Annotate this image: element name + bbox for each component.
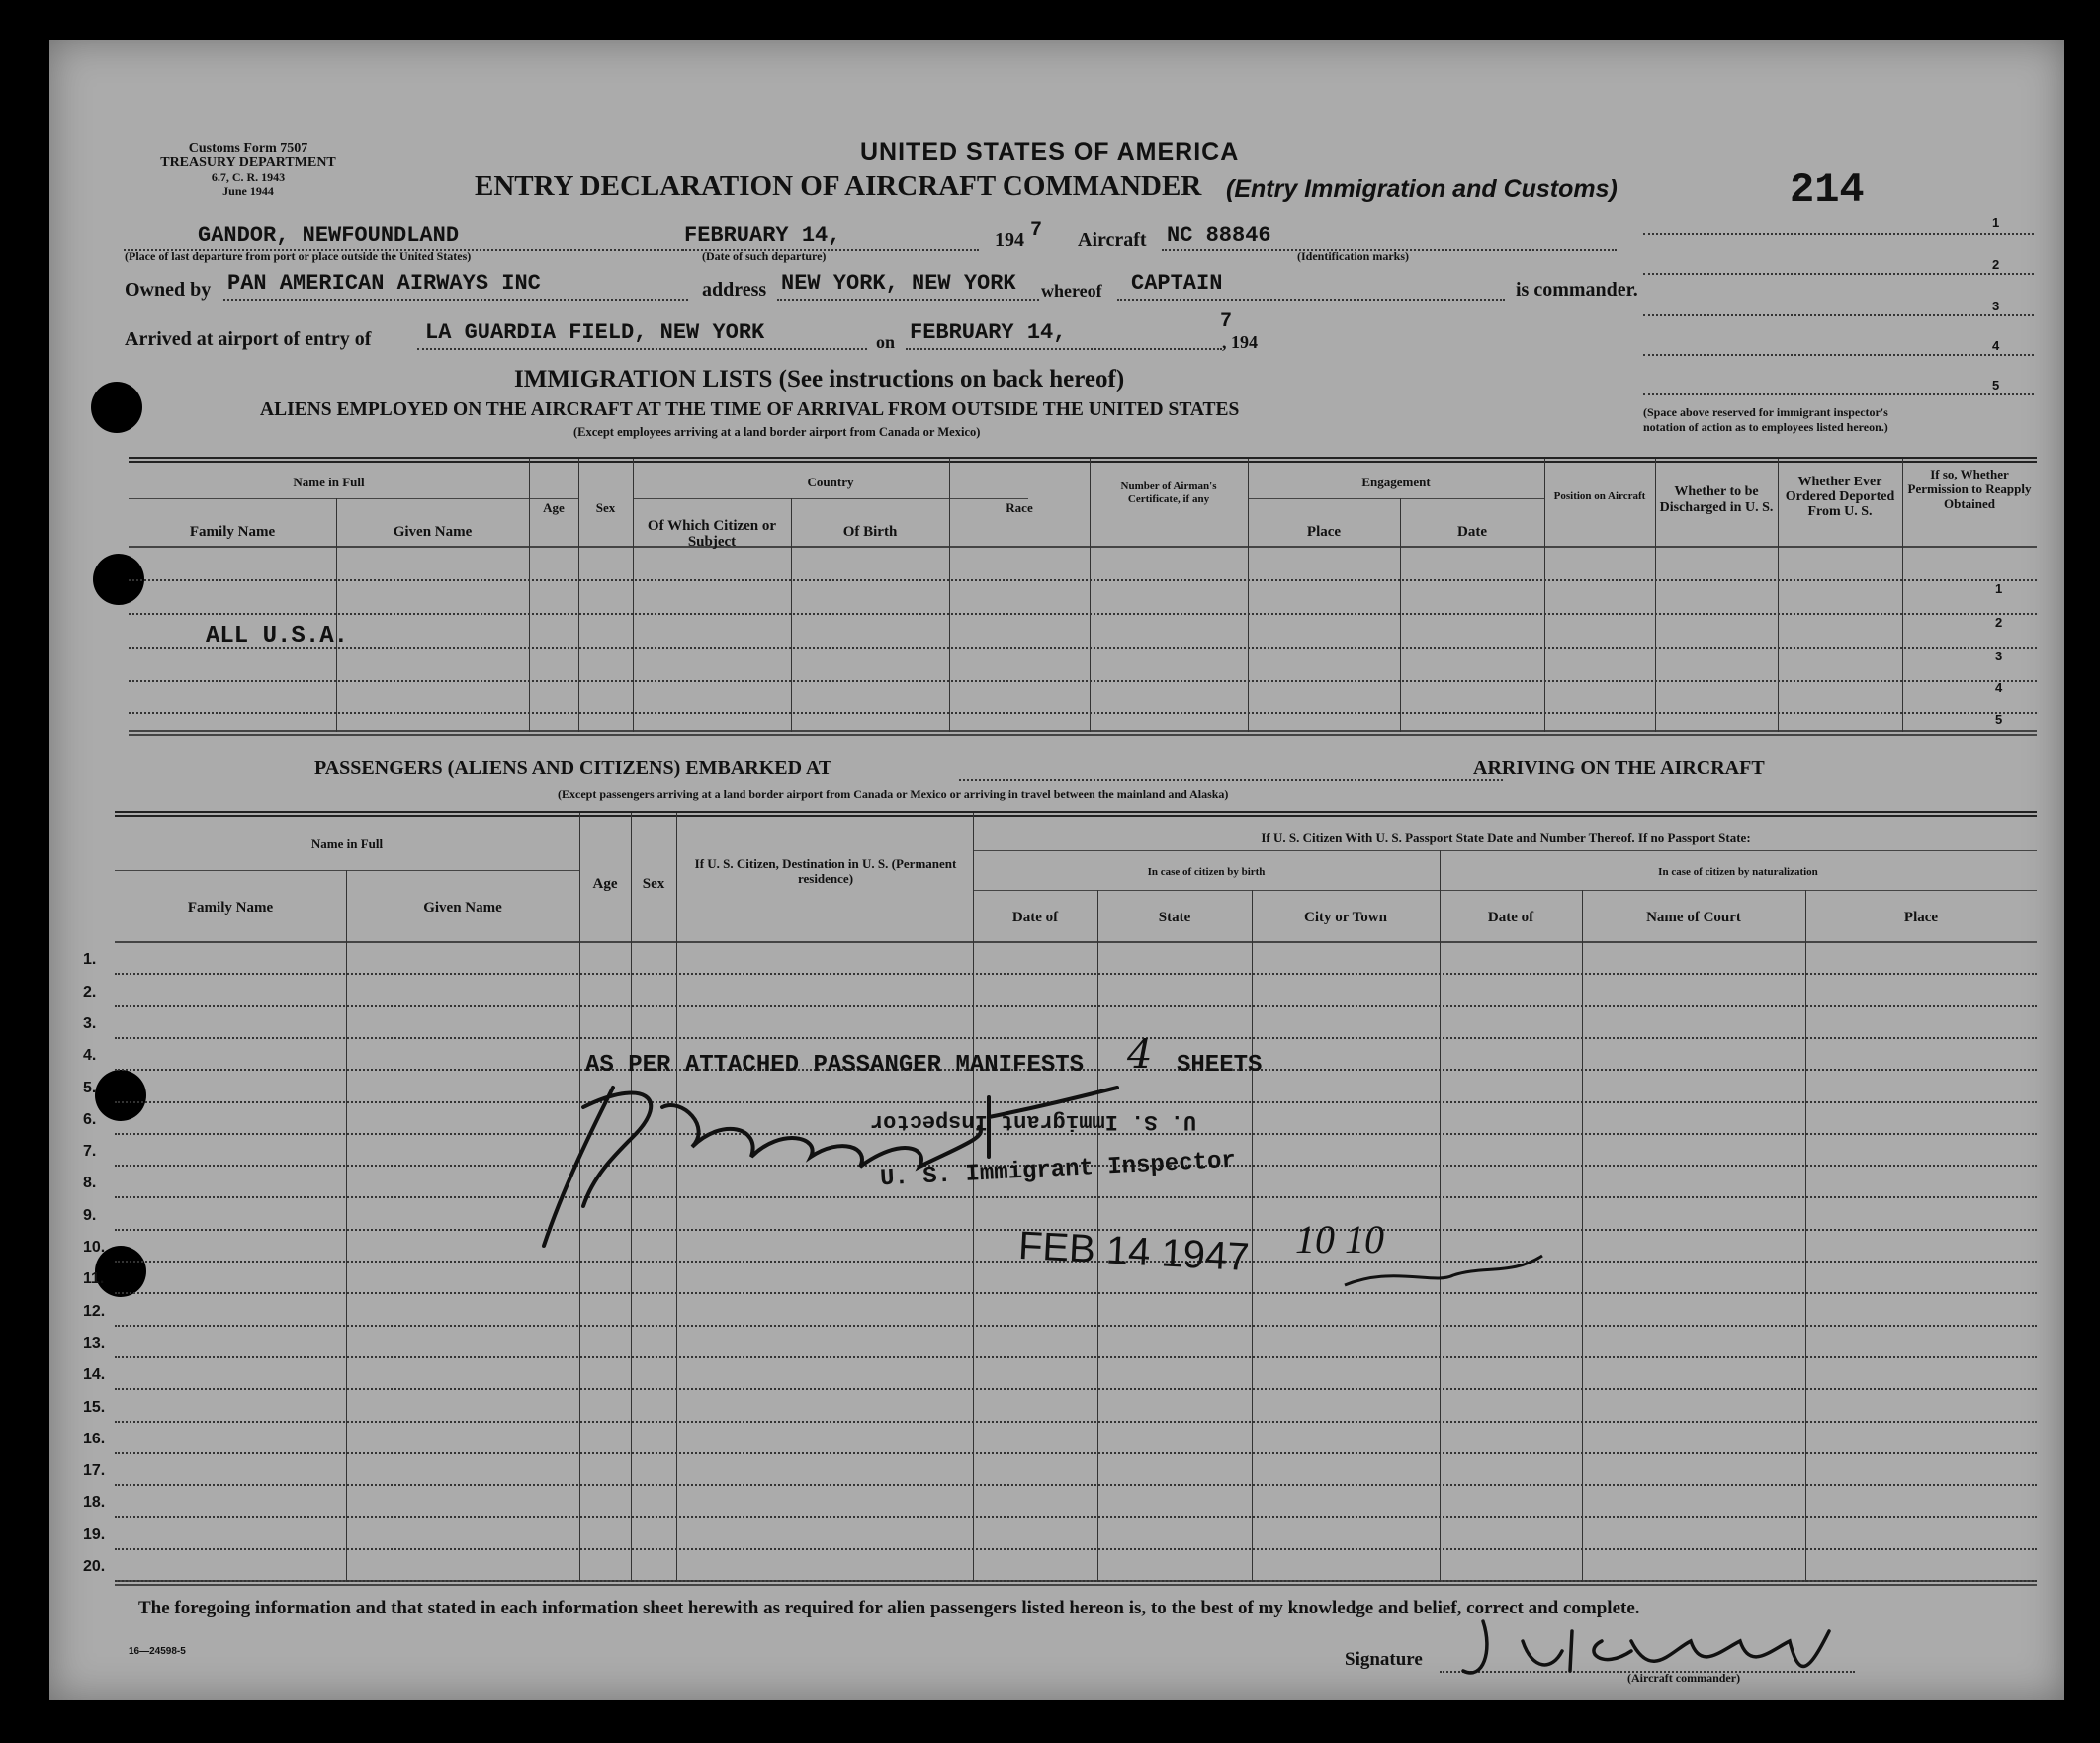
passenger-row-number: 2. (83, 983, 97, 1001)
aliens-note: (Except employees arriving at a land border airport from Canada or Mexico) (573, 425, 981, 439)
form-id-block (154, 142, 342, 198)
crew-discharged-header: Whether to be Discharged in U. S. (1659, 484, 1774, 515)
notation-number: 1 (1992, 216, 2000, 230)
crew-family-header: Family Name (189, 524, 276, 540)
passport-heading: If U. S. Citizen With U. S. Passport State Date and Number Thereof. If no Passport State: (1261, 830, 1751, 845)
pass-state-header: State (1158, 910, 1191, 925)
passenger-row-number: 4. (83, 1047, 97, 1065)
passenger-row-number: 5. (83, 1079, 97, 1096)
pass-given-header: Given Name (423, 900, 502, 915)
form-number: 214 (1790, 166, 1865, 214)
by-birth-header: In case of citizen by birth (1147, 866, 1266, 878)
crew-entry: ALL U.S.A. (206, 623, 349, 650)
owned-by: PAN AMERICAN AIRWAYS INC (227, 271, 541, 296)
passenger-row-number: 11. (83, 1270, 105, 1288)
crew-row-number: 5 (1995, 712, 2003, 727)
crew-race-header: Race (1006, 500, 1033, 515)
passenger-row-number: 10. (83, 1239, 106, 1256)
time-note-scribble (1335, 1246, 1552, 1305)
passenger-row-line (115, 1325, 2037, 1327)
departure-date: FEBRUARY 14, (684, 223, 841, 248)
pass-city-header: City or Town (1304, 910, 1387, 925)
passenger-row-number: 19. (83, 1525, 106, 1543)
arrival-airport: LA GUARDIA FIELD, NEW YORK (425, 320, 765, 345)
pass-sex-header: Sex (642, 876, 665, 892)
passenger-row-line (115, 1037, 2037, 1039)
time-note: 10 10 (1295, 1217, 1384, 1262)
passenger-row-number: 15. (83, 1398, 106, 1416)
passenger-row-number: 18. (83, 1494, 106, 1512)
crew-position-header: Position on Aircraft (1553, 490, 1646, 502)
manifest-sheets: SHEETS (1177, 1052, 1263, 1079)
arrival-year-prefix: , 194 (1222, 332, 1258, 352)
inspector-stamp: U. S. Immigrant Inspector (879, 1147, 1237, 1193)
notation-number: 5 (1992, 378, 2000, 392)
notation-number: 4 (1992, 338, 2000, 353)
passenger-row-number: 20. (83, 1558, 106, 1575)
passenger-row-number: 13. (83, 1334, 106, 1351)
immigration-heading: IMMIGRATION LISTS (See instructions on back hereof) (514, 366, 1125, 392)
crew-permission-header: If so, Whether Permission to Reapply Obtained (1907, 467, 2032, 511)
pass-nat-date-header: Date of (1487, 910, 1534, 925)
form-id: Customs Form 7507 (188, 141, 308, 156)
pass-name-header: Name in Full (310, 836, 384, 851)
passenger-row-line (115, 1516, 2037, 1518)
form-title: ENTRY DECLARATION OF AIRCRAFT COMMANDER (475, 170, 1202, 202)
form-date: June 1944 (222, 184, 274, 198)
manifest-count: 4 (1127, 1032, 1153, 1078)
pass-destination-header: If U. S. Citizen, Destination in U. S. (Permanent residence) (694, 856, 957, 886)
aircraft-id: NC 88846 (1167, 223, 1271, 248)
passenger-row-number: 14. (83, 1366, 106, 1384)
department: TREASURY DEPARTMENT (160, 155, 336, 170)
passenger-row-line (115, 1580, 2037, 1582)
pass-family-header: Family Name (187, 900, 274, 915)
passenger-row-number: 12. (83, 1302, 106, 1320)
passenger-row-number: 6. (83, 1110, 97, 1128)
crew-place-header: Place (1306, 524, 1342, 540)
arrival-year-suffix: 7 (1220, 310, 1233, 333)
by-naturalization-header: In case of citizen by naturalization (1658, 866, 1818, 878)
passenger-row-number: 17. (83, 1462, 106, 1480)
departure-date-caption: (Date of such departure) (702, 249, 827, 263)
passenger-row-number: 7. (83, 1143, 97, 1161)
commander-label: is commander. (1516, 279, 1638, 301)
whereof-label: whereof (1041, 281, 1102, 301)
commander: CAPTAIN (1131, 271, 1223, 296)
aircraft-label: Aircraft (1078, 229, 1147, 251)
reserved-note-line: notation of action as to employees listed hereon.) (1643, 420, 1888, 434)
owner-address: NEW YORK, NEW YORK (781, 271, 1016, 296)
crew-age-header: Age (543, 500, 565, 515)
crew-citizen-header: Of Which Citizen or Subject (647, 518, 777, 550)
punch-hole (95, 1070, 146, 1121)
aircraft-caption: (Identification marks) (1297, 249, 1409, 263)
form-sheet (49, 40, 2064, 1700)
passenger-row-line (115, 1388, 2037, 1390)
passengers-note: (Except passengers arriving at a land border airport from Canada or Mexico or arriving in travel between the mainland and Alaska) (558, 787, 1229, 801)
pass-age-header: Age (592, 876, 618, 892)
inspector-stamp-reversed: U. S. Immigrant Inspector (870, 1109, 1197, 1134)
aliens-heading: ALIENS EMPLOYED ON THE AIRCRAFT AT THE TIME OF ARRIVAL FROM OUTSIDE THE UNITED STATES (260, 399, 1240, 420)
arrival-on-label: on (876, 332, 896, 352)
crew-date-header: Date (1457, 524, 1487, 540)
crew-certificate-header: Number of Airman's Certificate, if any (1120, 480, 1217, 505)
crew-row-number: 2 (1995, 615, 2003, 630)
crew-given-header: Given Name (393, 524, 473, 540)
passenger-row-line (115, 1548, 2037, 1550)
pass-place-header: Place (1903, 910, 1939, 925)
passenger-row-line (115, 1292, 2037, 1294)
passenger-row-line (115, 1421, 2037, 1423)
departure-place-caption: (Place of last departure from port or place outside the United States) (125, 249, 472, 263)
passenger-row-line (115, 1484, 2037, 1486)
country-heading: UNITED STATES OF AMERICA (860, 138, 1240, 166)
arrival-label: Arrived at airport of entry of (125, 328, 372, 350)
passenger-row-line (115, 973, 2037, 975)
owned-by-label: Owned by (125, 279, 212, 301)
commander-signature (1453, 1612, 1888, 1691)
notation-number: 3 (1992, 299, 2000, 313)
crew-birth-header: Of Birth (842, 524, 898, 540)
crew-name-header: Name in Full (293, 475, 365, 489)
form-subtitle: (Entry Immigration and Customs) (1226, 175, 1618, 203)
date-stamp: FEB 14 1947 (1017, 1223, 1251, 1280)
punch-hole (91, 382, 142, 433)
crew-row-number: 1 (1995, 581, 2003, 596)
passenger-row-number: 9. (83, 1206, 97, 1224)
address-label: address (702, 279, 767, 301)
passenger-row-number: 16. (83, 1430, 106, 1447)
passenger-row-line (115, 1005, 2037, 1007)
pass-birth-date-header: Date of (1011, 910, 1059, 925)
crew-row-number: 4 (1995, 680, 2003, 695)
passengers-heading: PASSENGERS (ALIENS AND CITIZENS) EMBARKED AT (314, 757, 832, 779)
reserved-note (1643, 405, 1888, 435)
passenger-row-number: 8. (83, 1175, 97, 1192)
departure-place: GANDOR, NEWFOUNDLAND (198, 223, 460, 248)
crew-row-number: 3 (1995, 649, 2003, 663)
passenger-row-line (115, 1356, 2037, 1358)
notation-number: 2 (1992, 257, 2000, 272)
crew-deported-header: Whether Ever Ordered Deported From U. S. (1785, 475, 1895, 519)
passenger-row-number: 1. (83, 951, 97, 969)
pass-court-header: Name of Court (1646, 910, 1741, 925)
crew-country-header: Country (807, 475, 854, 489)
regulation: 6.7, C. R. 1943 (211, 170, 286, 184)
departure-year-suffix: 7 (1030, 219, 1043, 242)
passenger-row-line (115, 1452, 2037, 1454)
crew-engagement-header: Engagement (1361, 475, 1431, 489)
signature-label: Signature (1345, 1649, 1423, 1670)
declaration-text: The foregoing information and that stated in each information sheet herewith as required for alien passengers listed hereon is, to the best of my knowledge and belief, correct and complete. (138, 1598, 1640, 1618)
arrival-date: FEBRUARY 14, (910, 320, 1067, 345)
passenger-row-number: 3. (83, 1014, 97, 1032)
signature-caption: (Aircraft commander) (1627, 1671, 1741, 1685)
departure-year-prefix: 194 (995, 229, 1024, 251)
manifest-note: AS PER ATTACHED PASSANGER MANIFESTS (585, 1052, 1085, 1079)
crew-sex-header: Sex (595, 500, 616, 515)
reserved-note-line: (Space above reserved for immigrant inspector's (1643, 405, 1888, 419)
passengers-heading-right: ARRIVING ON THE AIRCRAFT (1473, 757, 1765, 779)
print-code: 16—24598-5 (129, 1646, 186, 1657)
